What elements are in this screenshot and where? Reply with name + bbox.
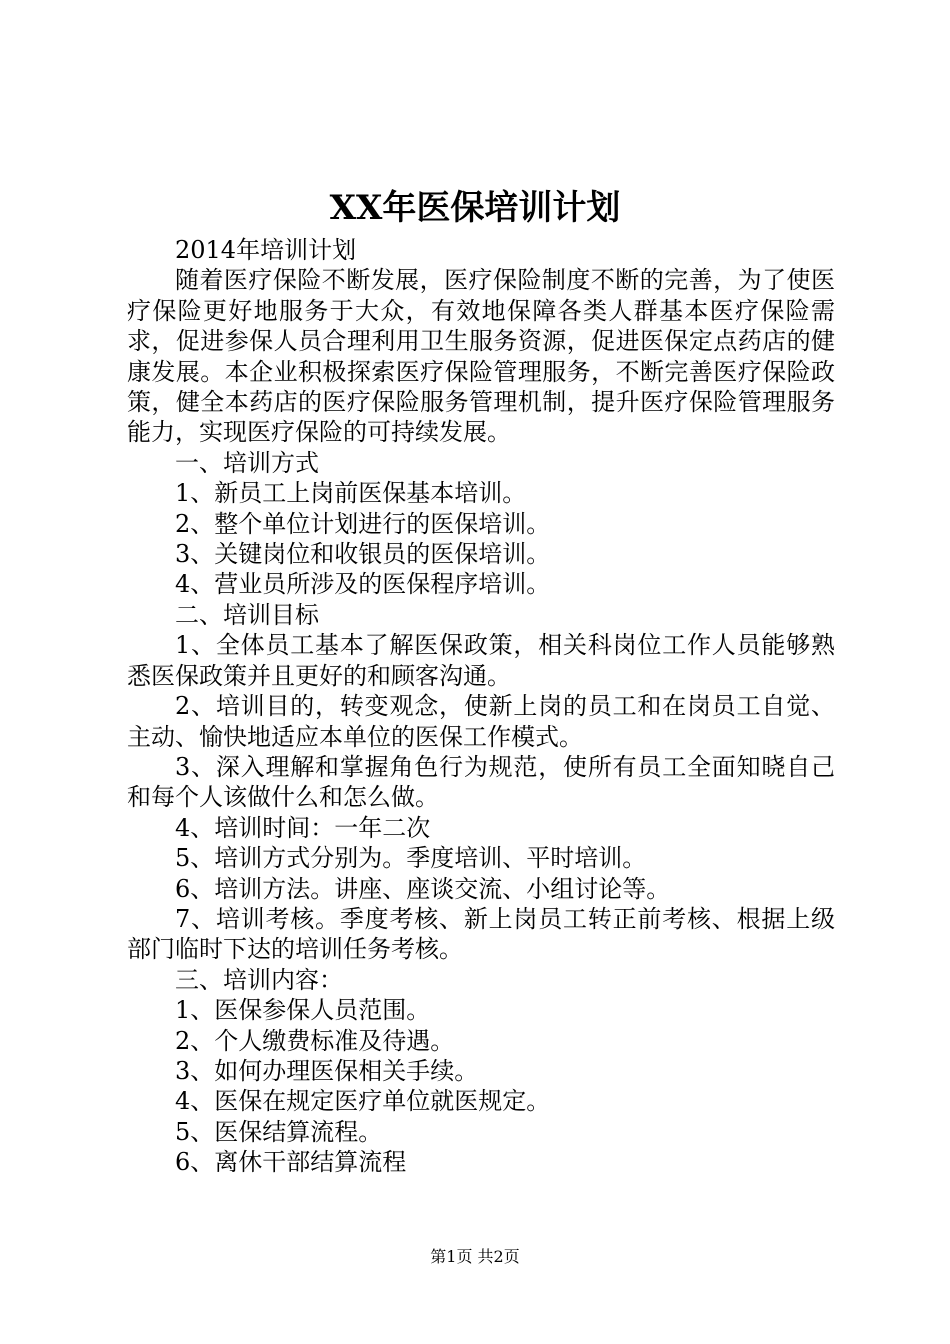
list-item: 6、培训方法。讲座、座谈交流、小组讨论等。 (175, 874, 671, 903)
list-item: 5、医保结算流程。 (175, 1117, 383, 1146)
list-item: 4、医保在规定医疗单位就医规定。 (175, 1087, 551, 1116)
list-item: 5、培训方式分别为。季度培训、平时培训。 (175, 844, 647, 873)
section-heading-training-method: 一、培训方式 (175, 448, 319, 477)
document-title: XX年医保培训计划 (329, 188, 621, 228)
list-item: 2、个人缴费标准及待遇。 (175, 1026, 455, 1055)
list-item: 3、深入理解和掌握角色行为规范，使所有员工全面知晓自己和每个人该做什么和怎么做。 (127, 752, 835, 812)
list-item: 4、营业员所涉及的医保程序培训。 (175, 570, 551, 599)
list-item: 3、如何办理医保相关手续。 (175, 1056, 479, 1085)
paragraph-heading-plan: 2014年培训计划 (175, 236, 357, 264)
list-item: 1、全体员工基本了解医保政策，相关科岗位工作人员能够熟悉医保政策并且更好的和顾客沟通。 (127, 631, 835, 690)
list-item: 6、离休干部结算流程 (175, 1148, 407, 1177)
document-body (127, 235, 835, 1178)
list-item: 2、培训目的，转变观念，使新上岗的员工和在岗员工自觉、主动、愉快地适应本单位的医保工作模式。 (127, 692, 835, 751)
list-item: 1、医保参保人员范围。 (175, 996, 431, 1025)
list-item: 3、关键岗位和收银员的医保培训。 (175, 540, 551, 569)
section-heading-training-goals: 二、培训目标 (175, 600, 319, 629)
list-item: 4、培训时间：一年二次 (175, 813, 431, 842)
paragraph-intro: 随着医疗保险不断发展，医疗保险制度不断的完善，为了使医疗保险更好地服务于大众，有效地保障各类人群基本医疗保险需求，促进参保人员合理利用卫生服务资源，促进医保定点药店的健康发展。本企业积极探索医疗保险管理服务，不断完善医疗保险政策，健全本药店的医疗保险服务管理机制，提升医疗保险管理服务能力，实现医疗保险的可持续发展。 (127, 266, 835, 447)
list-item: 2、整个单位计划进行的医保培训。 (175, 509, 551, 538)
page-footer: 第1页 共2页 (430, 1247, 520, 1266)
list-item: 1、新员工上岗前医保基本培训。 (175, 479, 527, 508)
section-heading-training-content: 三、培训内容： (175, 965, 343, 994)
list-item: 7、培训考核。季度考核、新上岗员工转正前考核、根据上级部门临时下达的培训任务考核。 (127, 904, 835, 964)
